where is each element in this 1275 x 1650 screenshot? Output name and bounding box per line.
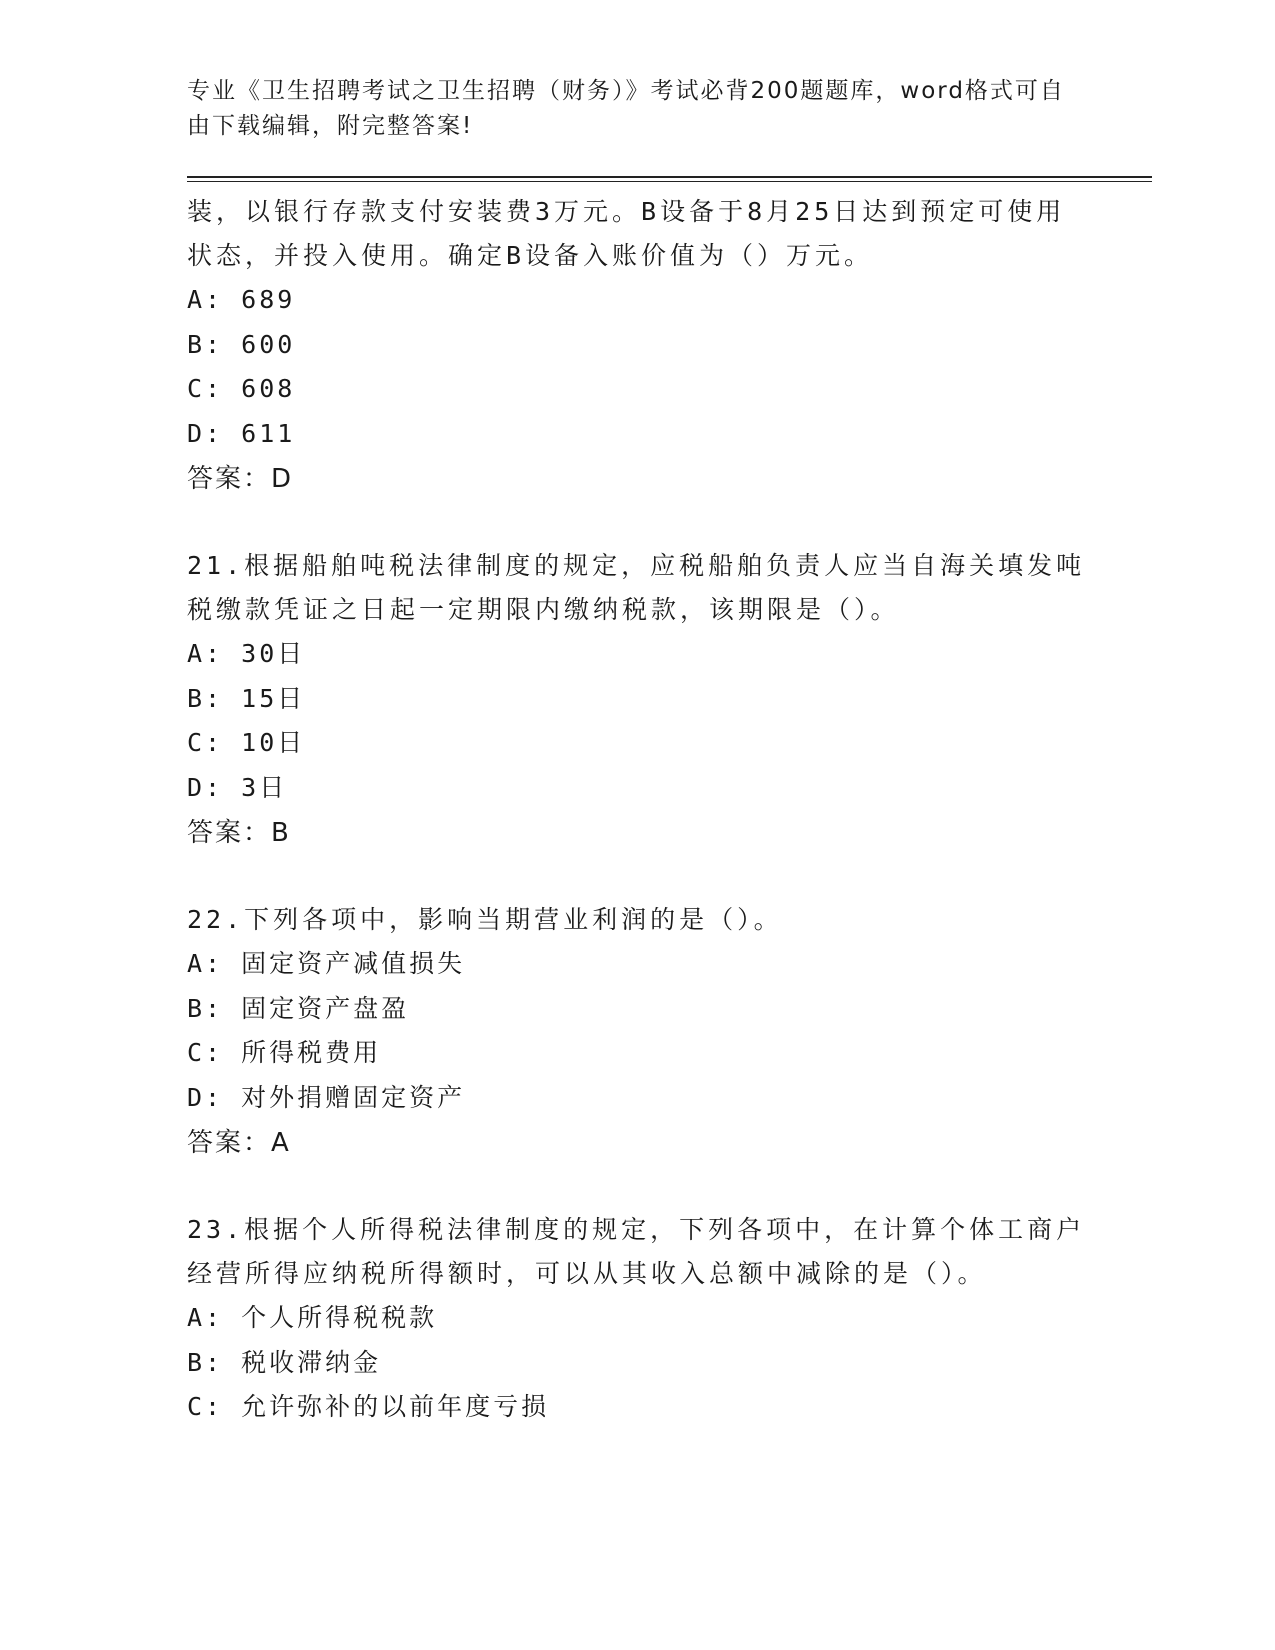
option-d: D: 611 [187,418,296,448]
question-stem: 装，以银行存款支付安装费3万元。B设备于8月25日达到预定可使用状态，并投入使用。确定B设备入账价值为（）万元。 [187,197,1066,270]
question-item [187,544,1087,856]
option-b: B: 税收滞纳金 [187,1347,382,1377]
question-item [187,190,1087,502]
option-b: B: 15日 [187,683,306,713]
option-c: C: 允许弥补的以前年度亏损 [187,1392,550,1421]
option-a: A: 固定资产减值损失 [187,949,466,978]
option-d: D: 对外捐赠固定资产 [187,1082,466,1112]
answer: 答案：D [187,464,294,494]
header-divider-thin [187,181,1152,182]
page-header [187,74,1087,144]
option-a: A: 个人所得税税款 [187,1303,438,1332]
header-title: 专业《卫生招聘考试之卫生招聘（财务）》考试必背200题题库，word格式可自由下载编辑，附完整答案! [187,78,1065,139]
question-stem: 22.下列各项中，影响当期营业利润的是（）。 [187,905,783,934]
option-b: B: 固定资产盘盈 [187,993,410,1023]
question-list [187,190,1087,1430]
option-c: C: 608 [187,374,296,403]
option-c: C: 所得税费用 [187,1038,382,1067]
question-item [187,1208,1087,1430]
answer: 答案：A [187,1128,291,1158]
option-d: D: 3日 [187,772,288,802]
option-b: B: 600 [187,329,296,359]
answer: 答案：B [187,818,291,848]
header-divider [187,176,1152,178]
question-stem: 21.根据船舶吨税法律制度的规定，应税船舶负责人应当自海关填发吨税缴款凭证之日起一定期限内缴纳税款，该期限是（）。 [187,551,1086,624]
option-a: A: 689 [187,285,296,314]
option-c: C: 10日 [187,728,306,757]
question-item [187,898,1087,1166]
question-stem: 23.根据个人所得税法律制度的规定，下列各项中，在计算个体工商户经营所得应纳税所得额时，可以从其收入总额中减除的是（）。 [187,1215,1086,1288]
option-a: A: 30日 [187,639,306,668]
